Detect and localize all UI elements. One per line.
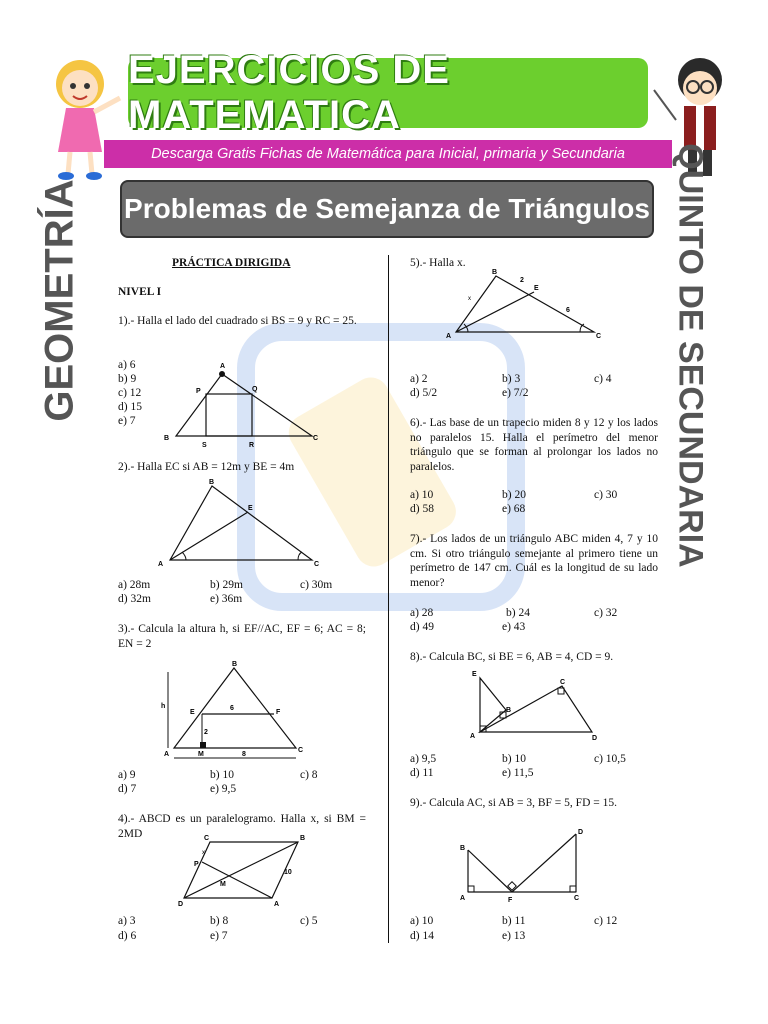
p8-option-d[interactable]: d) 11 [410,767,434,779]
p3-option-c[interactable]: c) 8 [300,769,318,781]
practice-heading: PRÁCTICA DIRIGIDA [172,257,291,269]
p6-option-e[interactable]: e) 68 [502,503,526,515]
problem-4-text: 4).- ABCD es un paralelogramo. Halla x, si BM = 2MD [118,813,366,840]
fig9-label-c: C [574,895,580,902]
fig5-label-a: A [446,333,452,340]
side-label-grade: QUINTO DE SECUNDARIA [671,142,710,568]
fig4-label-b: B [300,835,306,842]
fig4-label-p: P [194,861,199,868]
p1-option-a[interactable]: a) 6 [118,359,136,371]
p8-option-a[interactable]: a) 9,5 [410,753,437,765]
figure-3-triangle-parallel [158,658,328,766]
fig1-label-c: C [313,435,319,442]
fig8-label-c: C [560,679,566,686]
p2-option-b[interactable]: b) 29m [210,579,243,591]
p1-option-c[interactable]: c) 12 [118,387,142,399]
problem-3-text: 3).- Calcula la altura h, si EF//AC, EF = 6; AC = 8; EN = 2 [118,623,366,650]
fig4-label-m: M [220,881,226,888]
brand-banner: EJERCICIOS DE MATEMATICA [128,58,648,128]
figure-1-triangle-square [160,360,330,450]
figure-5-triangle [440,268,610,344]
p4-option-e[interactable]: e) 7 [210,930,228,942]
fig1-label-a: A [220,363,226,370]
figure-2-triangle [152,476,328,572]
fig3-label-e: E [190,709,195,716]
p2-option-d[interactable]: d) 32m [118,593,151,605]
fig4-label-x: x [202,850,205,856]
p8-option-e[interactable]: e) 11,5 [502,767,534,779]
fig5-label-c: C [596,333,602,340]
fig1-label-q: Q [252,386,258,393]
p5-option-a[interactable]: a) 2 [410,373,428,385]
fig5-label-2: 2 [520,277,524,284]
p5-option-d[interactable]: d) 5/2 [410,387,438,399]
figure-9-right-triangles [452,826,592,906]
fig2-label-b: B [209,479,215,486]
fig5-label-x: x [468,296,471,302]
figure-4-parallelogram [172,832,322,908]
p8-option-c[interactable]: c) 10,5 [594,753,626,765]
p5-option-b[interactable]: b) 3 [502,373,521,385]
problem-6-text: 6).- Las base de un trapecio miden 8 y 12 y los lados no paralelos 15. Halla el perímetro del menor triángulo que se forman al prolongar los lados no paralelos. [410,417,658,473]
p9-option-e[interactable]: e) 13 [502,930,526,942]
p3-option-a[interactable]: a) 9 [118,769,136,781]
p2-option-e[interactable]: e) 36m [210,593,243,605]
fig3-label-c: C [298,747,304,754]
p7-option-b[interactable]: b) 24 [506,607,530,619]
level-label: NIVEL I [118,286,162,298]
p2-option-a[interactable]: a) 28m [118,579,151,591]
p6-option-a[interactable]: a) 10 [410,489,434,501]
fig3-label-h: h [161,703,166,710]
fig5-label-e: E [534,285,539,292]
column-divider [388,255,389,943]
fig4-label-10: 10 [284,869,292,876]
p3-option-b[interactable]: b) 10 [210,769,234,781]
fig4-label-d: D [178,901,184,908]
p1-option-b[interactable]: b) 9 [118,373,137,385]
p7-option-d[interactable]: d) 49 [410,621,434,633]
fig9-label-a: A [460,895,466,902]
problem-1-text: 1).- Halla el lado del cuadrado si BS = 9 y RC = 25. [118,315,357,327]
p7-option-e[interactable]: e) 43 [502,621,526,633]
p8-option-b[interactable]: b) 10 [502,753,526,765]
p2-option-c[interactable]: c) 30m [300,579,333,591]
fig8-label-e: E [472,671,477,678]
figure-8-right-triangles [462,668,612,748]
fig3-label-8: 8 [242,751,246,758]
fig5-label-6: 6 [566,307,570,314]
brand-subtitle: Descarga Gratis Fichas de Matemática para Inicial, primaria y Secundaria [104,140,672,168]
p5-option-c[interactable]: c) 4 [594,373,612,385]
fig9-label-f: F [508,897,513,904]
fig8-label-a: A [470,733,476,740]
fig3-label-f: F [276,709,281,716]
fig5-label-b: B [492,269,498,276]
fig9-label-d: D [578,829,584,836]
fig3-label-m: M [198,751,204,758]
fig3-label-2: 2 [204,729,208,736]
problem-5-text: 5).- Halla x. [410,257,466,269]
fig2-label-c: C [314,561,320,568]
p1-option-e[interactable]: e) 7 [118,415,136,427]
fig2-label-a: A [158,561,164,568]
p6-option-d[interactable]: d) 58 [410,503,434,515]
p6-option-c[interactable]: c) 30 [594,489,618,501]
p6-option-b[interactable]: b) 20 [502,489,526,501]
fig4-label-c: C [204,835,210,842]
worksheet-title: Problemas de Semejanza de Triángulos [120,180,654,238]
fig2-label-e: E [248,505,253,512]
p9-option-a[interactable]: a) 10 [410,915,434,927]
p5-option-e[interactable]: e) 7/2 [502,387,529,399]
p4-option-c[interactable]: c) 5 [300,915,318,927]
p7-option-a[interactable]: a) 28 [410,607,434,619]
p4-option-d[interactable]: d) 6 [118,930,137,942]
p9-option-b[interactable]: b) 11 [502,915,526,927]
fig8-label-b: B [506,707,512,714]
fig3-label-6: 6 [230,705,234,712]
fig3-label-a: A [164,751,170,758]
fig4-label-a: A [274,901,280,908]
fig3-label-b: B [232,661,238,668]
p9-option-d[interactable]: d) 14 [410,930,434,942]
p4-option-b[interactable]: b) 8 [210,915,229,927]
p3-option-d[interactable]: d) 7 [118,783,137,795]
problem-8-text: 8).- Calcula BC, si BE = 6, AB = 4, CD = 9. [410,651,614,663]
problem-9-text: 9).- Calcula AC, si AB = 3, BF = 5, FD = 15. [410,797,617,809]
problem-7-text: 7).- Los lados de un triángulo ABC miden 4, 7 y 10 cm. Si otro triángulo semejante al primero tiene un perímetro de 147 cm. Cuál es la longitud de su lado menor? [410,533,658,589]
fig1-label-s: S [202,442,207,449]
p9-option-c[interactable]: c) 12 [594,915,618,927]
problem-2-text: 2).- Halla EC si AB = 12m y BE = 4m [118,461,295,473]
fig1-label-p: P [196,388,201,395]
fig1-label-r: R [249,442,255,449]
p1-option-d[interactable]: d) 15 [118,401,142,413]
p4-option-a[interactable]: a) 3 [118,915,136,927]
p3-option-e[interactable]: e) 9,5 [210,783,237,795]
fig1-label-b: B [164,435,170,442]
p7-option-c[interactable]: c) 32 [594,607,618,619]
fig9-label-b: B [460,845,466,852]
fig8-label-d: D [592,735,598,742]
side-label-geometria: GEOMETRÍA [37,178,82,422]
